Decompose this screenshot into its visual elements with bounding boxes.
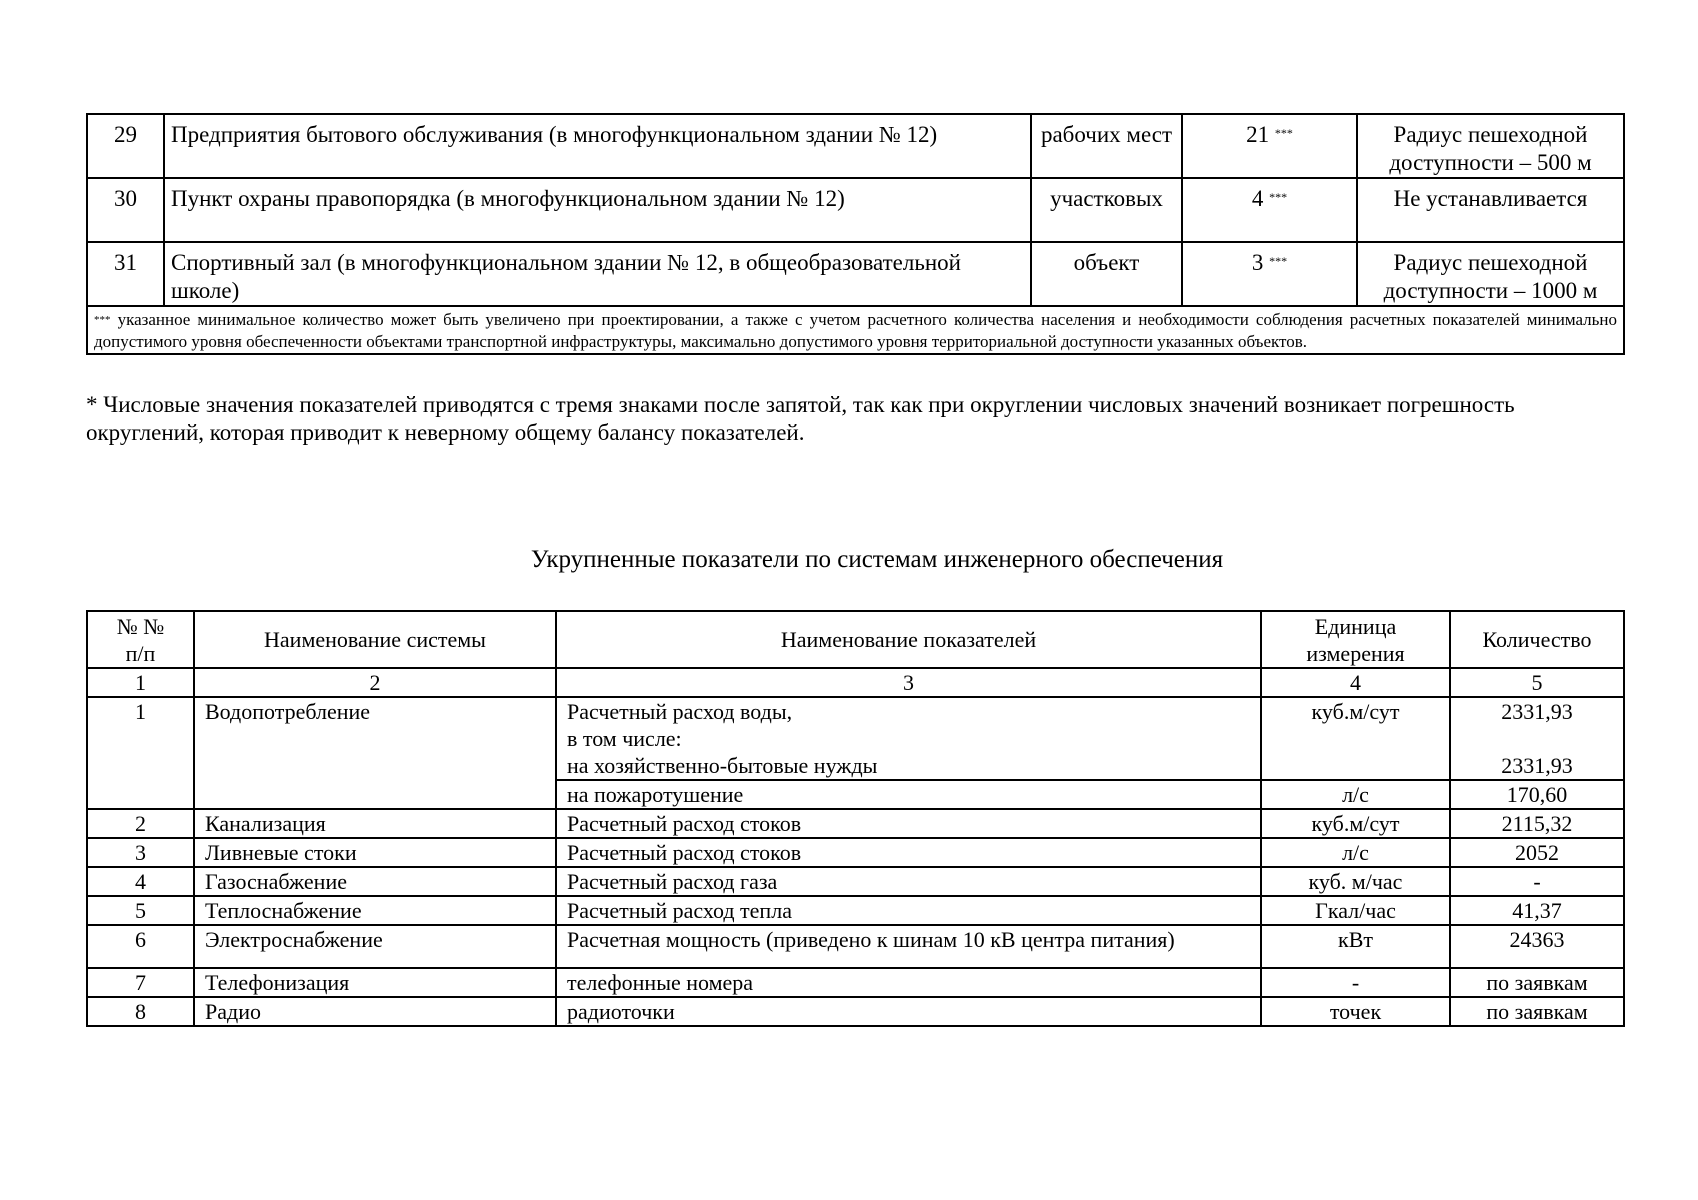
unit: кВт <box>1261 925 1450 968</box>
object-note: Радиус пешеходной доступности – 1000 м <box>1357 242 1624 306</box>
table-note: *** указанное минимальное количество может быть увеличено при проектировании, а также с учетом расчетного количества населения и необходимости соблюдения расчетных показателей минимально допустимого уровня обеспеченности объектами транспортной инфраструктуры, максимально допустимого уровня территориальной доступности указанных объектов. <box>87 306 1624 354</box>
column-number: 3 <box>556 668 1261 697</box>
header-system: Наименование системы <box>194 611 556 668</box>
system-name: Газоснабжение <box>194 867 556 896</box>
indicator-name: Расчетный расход тепла <box>556 896 1261 925</box>
footnote-mark: *** <box>1269 254 1288 268</box>
indicator-name: Расчетный расход воды, в том числе: на хозяйственно-бытовые нужды <box>556 697 1261 780</box>
row-number: 31 <box>87 242 164 306</box>
indicator-name: Расчетная мощность (приведено к шинам 10 кВ центра питания) <box>556 925 1261 968</box>
unit: - <box>1261 968 1450 997</box>
system-name: Водопотребление <box>194 697 556 809</box>
table-row <box>87 809 1624 838</box>
table-row <box>87 697 1624 780</box>
system-name: Телефонизация <box>194 968 556 997</box>
object-note: Не устанавливается <box>1357 178 1624 242</box>
row-number: 29 <box>87 114 164 178</box>
row-number: 3 <box>87 838 194 867</box>
quantity: 2052 <box>1450 838 1624 867</box>
unit: куб.м/сут <box>1261 809 1450 838</box>
system-name: Ливневые стоки <box>194 838 556 867</box>
column-number: 4 <box>1261 668 1450 697</box>
unit: куб. м/час <box>1261 867 1450 896</box>
table-row <box>87 242 1624 306</box>
object-value: 21 *** <box>1182 114 1357 178</box>
column-number: 2 <box>194 668 556 697</box>
table-row <box>87 925 1624 968</box>
page-footnote: * Числовые значения показателей приводятся с тремя знаками после запятой, так как при округлении числовых значений возникает погрешность округлений, которая приводит к неверному общему балансу показателей. <box>86 392 1515 445</box>
table-row <box>87 997 1624 1026</box>
social-objects-table <box>86 113 1625 355</box>
object-value: 4 *** <box>1182 178 1357 242</box>
row-number: 5 <box>87 896 194 925</box>
quantity: по заявкам <box>1450 997 1624 1026</box>
header-indicator: Наименование показателей <box>556 611 1261 668</box>
column-numbers-row <box>87 668 1624 697</box>
system-name: Теплоснабжение <box>194 896 556 925</box>
table-row <box>87 896 1624 925</box>
footnote-mark: *** <box>1269 190 1288 204</box>
header-unit: Единица измерения <box>1261 611 1450 668</box>
row-number: 7 <box>87 968 194 997</box>
table-header-row <box>87 611 1624 668</box>
unit: л/с <box>1261 838 1450 867</box>
unit: Гкал/час <box>1261 896 1450 925</box>
object-unit: рабочих мест <box>1031 114 1182 178</box>
indicator-name: Расчетный расход газа <box>556 867 1261 896</box>
indicator-name: Расчетный расход стоков <box>556 809 1261 838</box>
quantity: - <box>1450 867 1624 896</box>
unit: л/с <box>1261 780 1450 809</box>
section-heading: Укрупненные показатели по системам инженерного обеспечения <box>530 546 1224 573</box>
object-name: Предприятия бытового обслуживания (в многофункциональном здании № 12) <box>164 114 1031 178</box>
table-note-row <box>87 306 1624 354</box>
header-num: № № п/п <box>87 611 194 668</box>
footnote-mark: *** <box>1274 126 1293 140</box>
indicator-name: телефонные номера <box>556 968 1261 997</box>
indicator-name: на пожаротушение <box>556 780 1261 809</box>
quantity: 2115,32 <box>1450 809 1624 838</box>
indicator-name: радиоточки <box>556 997 1261 1026</box>
row-number: 2 <box>87 809 194 838</box>
engineering-systems-table <box>86 610 1625 1027</box>
row-number: 1 <box>87 697 194 809</box>
unit: куб.м/сут <box>1261 697 1450 780</box>
unit: точек <box>1261 997 1450 1026</box>
system-name: Радио <box>194 997 556 1026</box>
quantity: 2331,93 2331,93 <box>1450 697 1624 780</box>
table-row <box>87 114 1624 178</box>
row-number: 8 <box>87 997 194 1026</box>
column-number: 1 <box>87 668 194 697</box>
object-unit: участковых <box>1031 178 1182 242</box>
object-name: Спортивный зал (в многофункциональном здании № 12, в общеобразовательной школе) <box>164 242 1031 306</box>
system-name: Электроснабжение <box>194 925 556 968</box>
table-row <box>87 178 1624 242</box>
table-row <box>87 867 1624 896</box>
indicator-name: Расчетный расход стоков <box>556 838 1261 867</box>
row-number: 6 <box>87 925 194 968</box>
object-unit: объект <box>1031 242 1182 306</box>
system-name: Канализация <box>194 809 556 838</box>
table-row <box>87 838 1624 867</box>
object-name: Пункт охраны правопорядка (в многофункциональном здании № 12) <box>164 178 1031 242</box>
quantity: по заявкам <box>1450 968 1624 997</box>
quantity: 24363 <box>1450 925 1624 968</box>
object-note: Радиус пешеходной доступности – 500 м <box>1357 114 1624 178</box>
row-number: 4 <box>87 867 194 896</box>
table-row <box>87 968 1624 997</box>
object-value: 3 *** <box>1182 242 1357 306</box>
quantity: 41,37 <box>1450 896 1624 925</box>
column-number: 5 <box>1450 668 1624 697</box>
row-number: 30 <box>87 178 164 242</box>
header-quantity: Количество <box>1450 611 1624 668</box>
quantity: 170,60 <box>1450 780 1624 809</box>
